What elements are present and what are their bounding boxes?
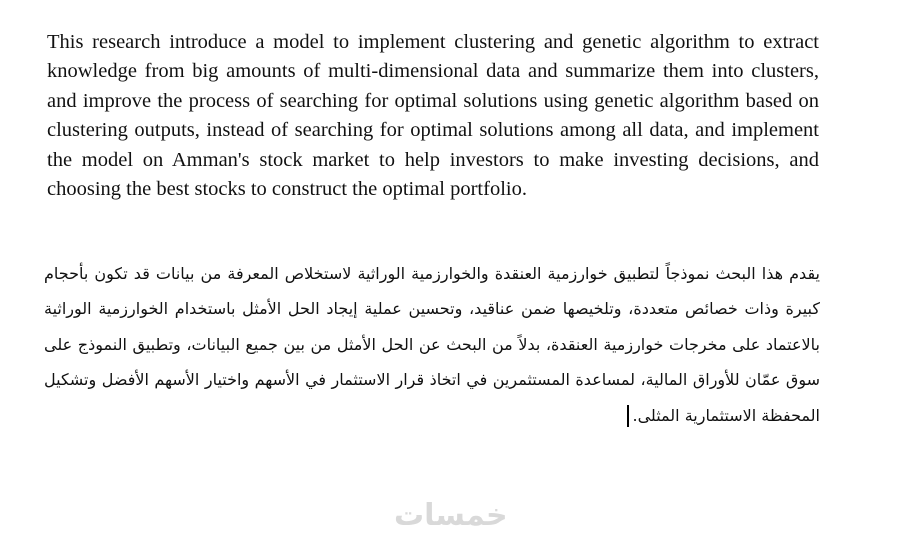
english-abstract-paragraph: This research introduce a model to implement clustering and genetic algorithm to extract knowledge from big amounts of multi-dimensional data and summarize them into clusters, and improve the process of searching for optimal solutions using genetic algorithm based on clustering outputs, instead of searching for optimal solutions among all data, and implement the model on Amman's stock market to help investors to make investing decisions, and choosing the best stocks to construct the optimal portfolio. xyxy=(47,31,819,201)
text-cursor xyxy=(627,405,629,427)
watermark-logo: خمسات xyxy=(394,498,508,533)
arabic-abstract-text: يقدم هذا البحث نموذجاً لتطبيق خوارزمية العنقدة والخوارزمية الوراثية لاستخلاص المعرفة من بيانات قد تكون بأحجام كبيرة وذات خصائص متعددة، وتلخيصها ضمن عناقيد، وتحسين عملية إيجاد الحل الأمثل باستخدام الخوارزمية الوراثية بالاعتماد على مخرجات خوارزمية العنقدة، بدلاً من البحث عن الحل الأمثل من بين جميع البيانات، وتطبيق النموذج على سوق عمّان للأوراق المالية، لمساعدة المستثمرين في اتخاذ قرار الاستثمار في الأسهم واختيار الأسهم الأفضل وتشكيل المحفظة الاستثمارية المثلى. xyxy=(44,264,820,425)
arabic-abstract-paragraph[interactable] xyxy=(44,256,820,433)
